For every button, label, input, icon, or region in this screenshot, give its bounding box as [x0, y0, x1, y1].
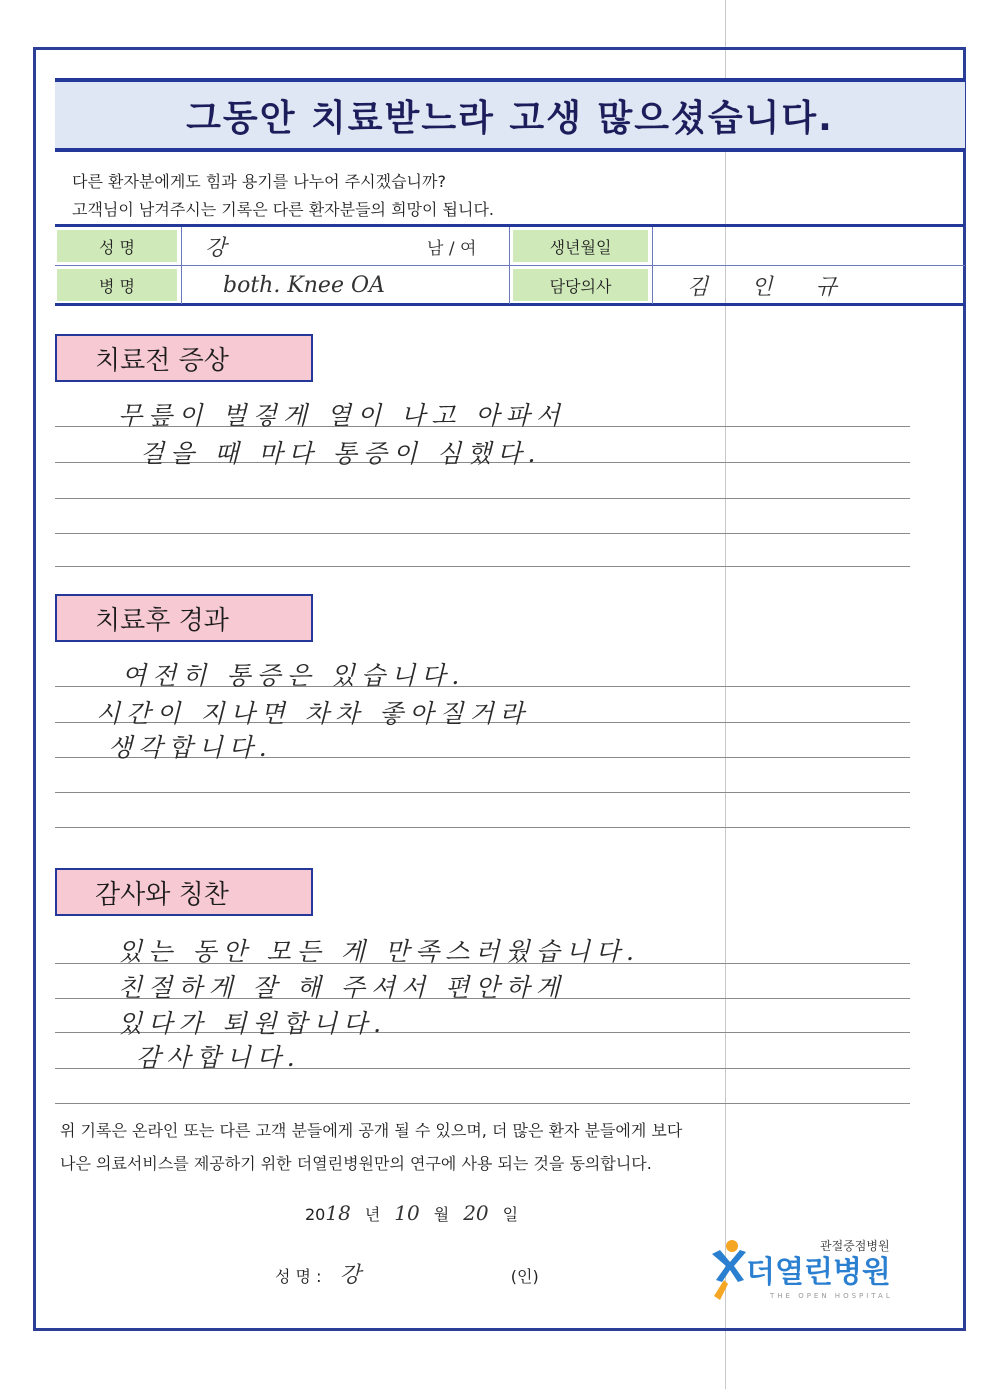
writing-line	[55, 792, 910, 793]
hospital-logo	[708, 1236, 928, 1306]
section-thanks: 감사와 칭찬	[55, 868, 313, 916]
writing-line	[55, 827, 910, 828]
after-text-line-3: 생각합니다.	[108, 733, 273, 762]
name-label: 성 명	[57, 230, 177, 262]
cell-divider	[181, 266, 182, 304]
cell-divider	[509, 266, 510, 304]
thanks-text-line-3: 있다가 퇴원합니다.	[118, 1009, 388, 1038]
intro-line-2: 고객님이 남겨주시는 기록은 다른 환자분들의 희망이 됩니다.	[72, 200, 495, 219]
page-title: 그동안 치료받느라 고생 많으셨습니다.	[186, 97, 834, 139]
gender-options: 남 / 여	[427, 238, 477, 259]
intro-line-1: 다른 환자분에게도 힘과 용기를 나누어 주시겠습니까?	[72, 172, 446, 191]
date-century: 20	[305, 1205, 326, 1224]
birth-label: 생년월일	[513, 230, 648, 262]
thanks-text-line-2: 친절하게 잘 해 주셔서 편안하게	[118, 973, 566, 1002]
hospital-logo-graphic	[708, 1236, 928, 1306]
doctor-value: 김 인 규	[687, 274, 855, 300]
consent-line-2: 나은 의료서비스를 제공하기 위한 더열린병원만의 연구에 사용 되는 것을 동의합니다.	[60, 1154, 652, 1173]
after-text-line-2: 시간이 지나면 차차 좋아질거라	[96, 699, 530, 728]
date-month-label: 월	[433, 1205, 450, 1224]
cell-divider	[181, 227, 182, 265]
signature-value: 강	[339, 1263, 361, 1288]
before-text-line-2: 걸을 때 마다 통증이 심했다.	[140, 439, 542, 468]
title-band	[55, 78, 965, 152]
info-row-disease	[55, 266, 965, 304]
date-year-label: 년	[364, 1205, 381, 1224]
after-text-line-1: 여전히 통증은 있습니다.	[122, 661, 466, 690]
date-year	[305, 1201, 351, 1225]
date-day-handwritten: 20	[463, 1201, 489, 1225]
thanks-text-line-1: 있는 동안 모든 게 만족스러웠습니다.	[118, 937, 640, 966]
disease-label: 병 명	[57, 269, 177, 301]
doctor-label: 담당의사	[513, 269, 648, 301]
cell-divider	[652, 227, 653, 265]
logo-figure-icon	[712, 1240, 746, 1300]
seal-mark: (인)	[510, 1267, 539, 1286]
logo-name: 더열린병원	[746, 1255, 891, 1290]
name-value: 강	[205, 235, 227, 261]
cell-divider	[509, 227, 510, 265]
section-before-treatment: 치료전 증상	[55, 334, 313, 382]
thanks-text-line-4: 감사합니다.	[136, 1043, 301, 1072]
date-year-handwritten: 18	[325, 1201, 351, 1225]
logo-subtitle: 관절중점병원	[820, 1239, 890, 1253]
date-line	[305, 1201, 518, 1225]
cell-divider	[652, 266, 653, 304]
date-month-handwritten: 10	[394, 1201, 420, 1225]
writing-line	[55, 566, 910, 567]
writing-line	[55, 533, 910, 534]
disease-value: both. Knee OA	[223, 272, 385, 298]
patient-info-table	[55, 224, 965, 306]
info-row-name	[55, 227, 965, 266]
writing-line	[55, 1103, 910, 1104]
logo-english: THE OPEN HOSPITAL	[770, 1292, 893, 1300]
consent-line-1: 위 기록은 온라인 또는 다른 고객 분들에게 공개 될 수 있으며, 더 많은 환자 분들에게 보다	[60, 1121, 683, 1140]
section-after-treatment: 치료후 경과	[55, 594, 313, 642]
signature-label: 성 명 :	[275, 1267, 322, 1286]
writing-line	[55, 498, 910, 499]
before-text-line-1: 무릎이 벌겋게 열이 나고 아파서	[118, 401, 566, 430]
birth-value	[670, 230, 950, 262]
date-day-label: 일	[502, 1205, 519, 1224]
signature-line	[275, 1258, 539, 1289]
